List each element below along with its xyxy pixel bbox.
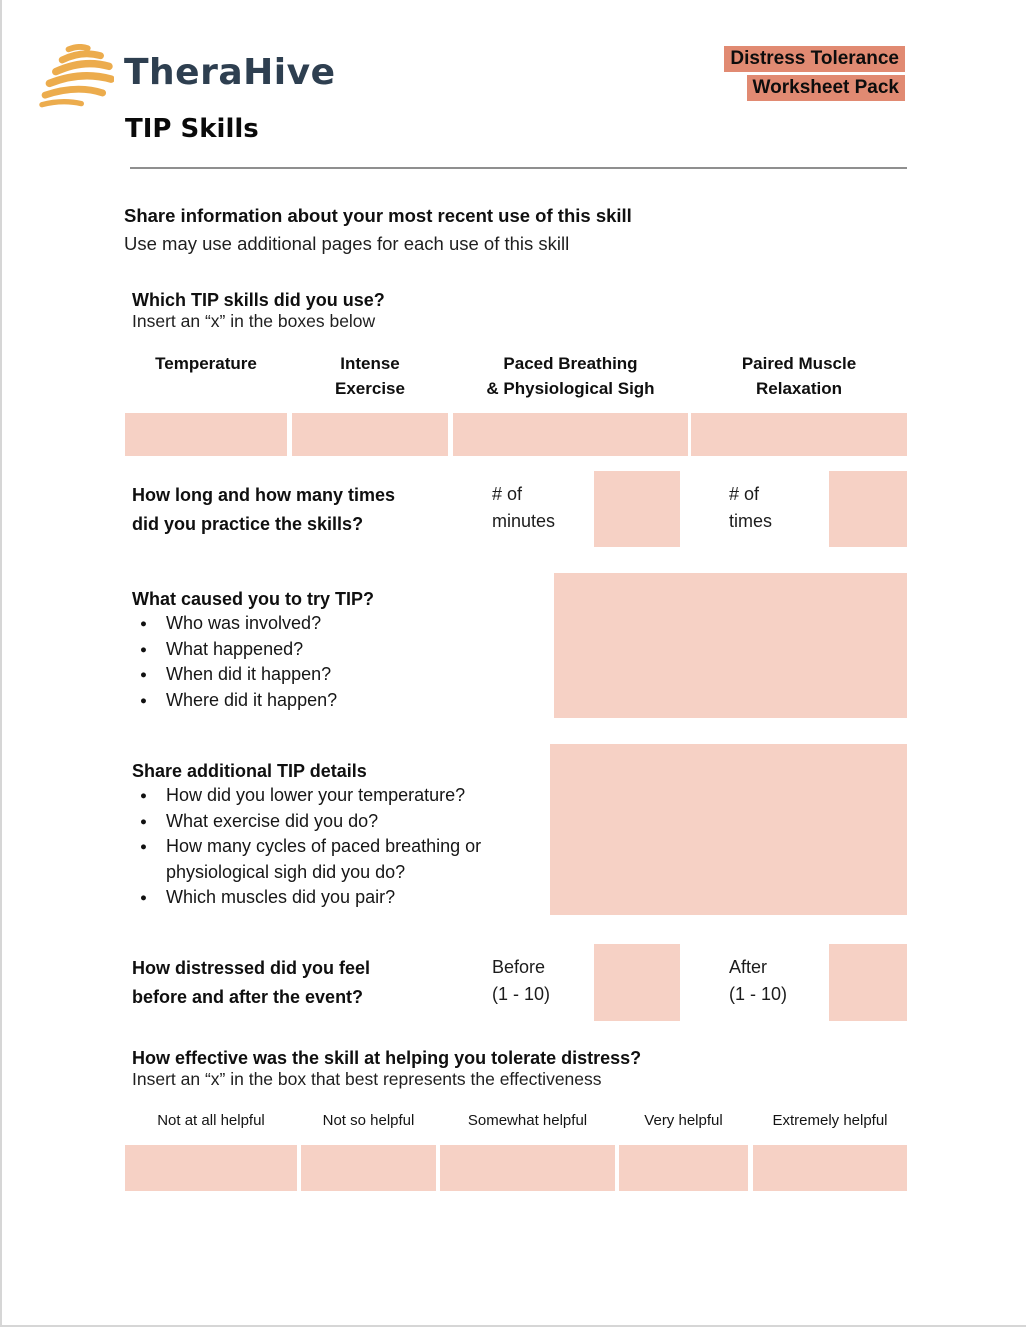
practice-question-line: How long and how many times (132, 485, 396, 505)
effectiveness-box-somewhat[interactable] (440, 1145, 615, 1191)
intro-heading: Share information about your most recent use of this skill (124, 205, 632, 226)
effectiveness-label-not-so: Not so helpful (322, 1112, 415, 1129)
details-bullet-list (136, 783, 556, 911)
logo-stroke (62, 54, 100, 60)
bullet-text: How many cycles of paced breathing or physiological sigh did you do? (166, 836, 482, 882)
times-label (729, 481, 772, 535)
details-input-box[interactable] (550, 744, 907, 915)
times-label-line: times (729, 511, 773, 531)
details-question: Share additional TIP details (132, 761, 367, 781)
bullet-item (136, 783, 556, 809)
skills-question: Which TIP skills did you use? (132, 290, 385, 310)
column-header-line: Relaxation (756, 379, 842, 398)
skill-checkbox-paced-breathing[interactable] (453, 413, 688, 456)
page-title: TIP Skills (125, 114, 259, 144)
column-header-line: Intense (340, 354, 400, 373)
bullet-item (136, 834, 556, 885)
minutes-input-box[interactable] (594, 471, 680, 547)
effectiveness-label-somewhat: Somewhat helpful (467, 1112, 588, 1129)
skill-checkbox-paired-muscle[interactable] (691, 413, 907, 456)
bullet-text: What exercise did you do? (166, 810, 379, 831)
column-header-paired-muscle (691, 351, 907, 401)
times-input-box[interactable] (829, 471, 907, 547)
column-header-intense-exercise (292, 351, 448, 401)
column-header-line: & Physiological Sigh (486, 379, 655, 398)
before-input-box[interactable] (594, 944, 680, 1021)
caused-question: What caused you to try TIP? (132, 589, 375, 609)
brand-name: TheraHive (124, 52, 336, 93)
effectiveness-box-extremely[interactable] (753, 1145, 907, 1191)
practice-question (132, 481, 395, 539)
column-header-temperature (125, 351, 287, 376)
after-label-line: After (729, 957, 768, 977)
effectiveness-label-not-at-all: Not at all helpful (157, 1112, 265, 1129)
logo-stroke (69, 47, 88, 49)
minutes-label-line: # of (492, 484, 523, 504)
bullet-item (136, 885, 556, 911)
distress-question (132, 954, 370, 1012)
badge-worksheet-pack: Worksheet Pack (747, 75, 905, 101)
column-header-line: Temperature (155, 354, 257, 373)
skill-checkbox-intense-exercise[interactable] (292, 413, 448, 456)
effectiveness-box-not-so[interactable] (301, 1145, 436, 1191)
times-label-line: # of (729, 484, 760, 504)
bullet-item (136, 662, 536, 688)
after-label (729, 954, 787, 1008)
bullet-item (136, 688, 536, 714)
effectiveness-box-very[interactable] (619, 1145, 748, 1191)
therahive-hive-logo-icon (38, 44, 114, 110)
logo-stroke (49, 76, 111, 84)
column-header-line: Exercise (335, 379, 405, 398)
column-header-line: Paced Breathing (503, 354, 638, 373)
logo-stroke (56, 64, 109, 72)
column-header-paced-breathing (453, 351, 688, 401)
skills-instruction: Insert an “x” in the boxes below (132, 311, 376, 331)
logo-stroke (45, 89, 102, 95)
bullet-text: Where did it happen? (166, 689, 338, 710)
logo-stroke (42, 102, 81, 105)
bullet-text: Who was involved? (166, 613, 322, 633)
before-label-line: (1 - 10) (492, 984, 551, 1004)
distress-question-line: How distressed did you feel (132, 958, 371, 978)
minutes-label (492, 481, 555, 535)
bullet-text: What happened? (166, 638, 304, 659)
bullet-item (136, 611, 536, 637)
bullet-text: When did it happen? (166, 664, 332, 684)
practice-question-line: did you practice the skills? (132, 514, 364, 534)
title-divider (130, 167, 907, 169)
before-label (492, 954, 550, 1008)
distress-question-line: before and after the event? (132, 987, 364, 1007)
bullet-item (136, 637, 536, 663)
intro-subheading: Use may use additional pages for each use of this skill (124, 233, 570, 254)
minutes-label-line: minutes (492, 511, 556, 531)
badge-distress-tolerance: Distress Tolerance (724, 46, 905, 72)
caused-bullet-list (136, 611, 536, 713)
effectiveness-label-very: Very helpful (644, 1112, 723, 1129)
effectiveness-box-not-at-all[interactable] (125, 1145, 297, 1191)
caused-input-box[interactable] (554, 573, 907, 718)
bullet-text: Which muscles did you pair? (166, 887, 396, 907)
effectiveness-question: How effective was the skill at helping you tolerate distress? (132, 1048, 642, 1068)
skill-checkbox-temperature[interactable] (125, 413, 287, 456)
column-header-line: Paired Muscle (741, 354, 857, 373)
after-input-box[interactable] (829, 944, 907, 1021)
after-label-line: (1 - 10) (729, 984, 788, 1004)
bullet-item (136, 809, 556, 835)
effectiveness-instruction: Insert an “x” in the box that best represents the effectiveness (132, 1069, 602, 1089)
pack-badges (724, 46, 905, 101)
bullet-text: How did you lower your temperature? (166, 785, 466, 805)
before-label-line: Before (492, 957, 546, 977)
effectiveness-label-extremely: Extremely helpful (772, 1112, 888, 1129)
